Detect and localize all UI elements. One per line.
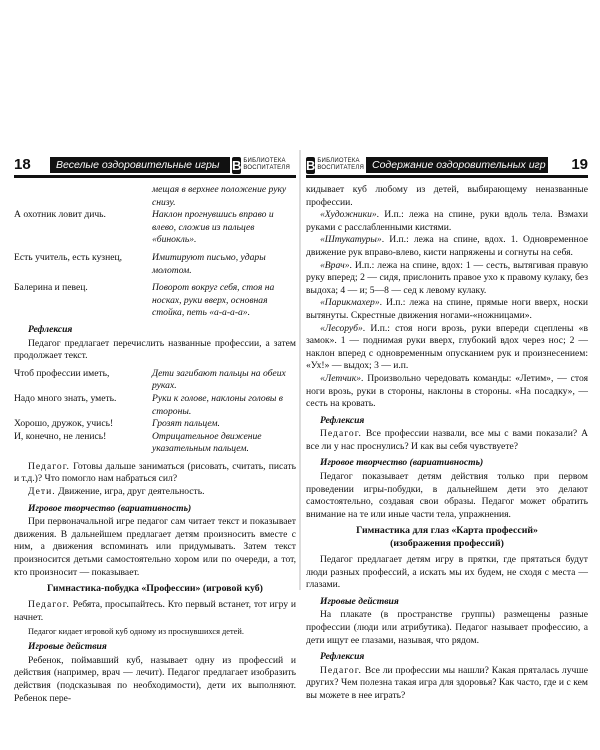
running-title: Веселые оздоровительные игры xyxy=(50,157,230,173)
dialogue-teacher: Педагог. Ребята, просыпайтесь. Кто первый встанет, тот игру и начнет. xyxy=(14,599,296,623)
section-title: Гимнастика для глаз «Карта профессий» (изображения профессий) xyxy=(356,525,538,550)
section-heading: Игровое творчество (вариативность) xyxy=(28,502,192,514)
verse-block-1 xyxy=(14,209,296,320)
section-heading: Рефлексия xyxy=(320,651,365,663)
continued-action: мещая в верхнее положение руку снизу. xyxy=(152,184,287,208)
series-logo xyxy=(232,156,290,174)
gutter xyxy=(299,150,301,590)
exercise-item: «Художники». И.п.: лежа на спине, руки вдоль тела. Взмахи руками с расслабленными кистями. xyxy=(306,209,588,233)
right-page-header xyxy=(306,155,588,178)
verse-line: Надо много знать, уметь. Руки к голове, наклоны головы в стороны. xyxy=(14,392,283,417)
exercise-item: «Штукатуры». И.п.: лежа на спине, вдох. 1. Одновременное движение рук вправо-влево, кисти напряжены и согнуты на себя. xyxy=(306,234,588,258)
verse-line: Хорошо, дружок, учись! Грозят пальцем. xyxy=(14,418,220,430)
logo-letter: В xyxy=(232,157,242,173)
verse-line: И, конечно, не ленись! Отрицательное движение указательным пальцем. xyxy=(14,430,262,455)
page-number: 18 xyxy=(14,156,31,173)
verse-line: Балерина и певец. Поворот вокруг себя, стоя на носках, руки вверх, основная стойка, петь «а-а-а-а». xyxy=(14,282,275,319)
paragraph: При первоначальной игре педагог сам читает текст и показывает движения. В дальнейшем предлагает детям произносить вместе с ним, а движения вспоминать или придумывать. Затем текст произносится детьми самостоятельно хором или по очереди, а тот, кто произносит — показывает. xyxy=(14,516,296,578)
verse-line: А охотник ловит дичь. Наклон прогнувшись вправо и влево, сложив из пальцев «бинокль». xyxy=(14,209,274,246)
exercise-item: «Парикмахер». И.п.: лежа на спине, прямые ноги вверх, носки вытянуты. Скрестные движения ногами-«ножницами». xyxy=(306,297,588,321)
paragraph: Педагог показывает детям действия только при первом проведении игры-побудки, в дальнейшем дети это делают самостоятельно, создавая свои образы. Педагог может обратить внимание на те или иные части тела, упражнения. xyxy=(306,471,588,520)
dialogue-teacher: Педагог. Все профессии назвали, все мы с вами показали? А все ли у нас проснулись? И как вы себя чувствуете? xyxy=(306,428,588,452)
note: Педагог кидает игровой куб одному из проснувшихся детей. xyxy=(28,627,244,637)
section-heading: Игровое творчество (вариативность) xyxy=(320,457,484,469)
logo-letter: В xyxy=(306,157,316,173)
running-title: Содержание оздоровительных игр xyxy=(366,157,548,173)
dialogue-teacher: Педагог. Все ли профессии мы нашли? Какая пряталась лучше других? Чем полезна такая игра для здоровья? Как часто, где и с кем вы можете в нее играть? xyxy=(306,664,588,701)
paragraph: На плакате (в пространстве группы) размещены разные профессии (люди или атрибутика). Педагог называет профессию, а дети ищут ее глазами, называя, что рядом. xyxy=(306,609,588,646)
exercise-item: «Летчик». Произвольно чередовать команды: «Летим», — стоя ноги врозь, руки в стороны, наклоны в стороны. «На посадку», — сесть на кровать. xyxy=(306,372,588,410)
paragraph: Ребенок, поймавший куб, называет одну из профессий и действия (например, врач — лечит). Педагог предлагает изобразить действия (подсказывая по необходимости), дети их выполняют. Ребенок пере- xyxy=(14,654,296,704)
paragraph: кидывает куб любому из детей, выбирающему неназванные профессии. xyxy=(306,184,588,208)
dialogue-teacher: Педагог. Готовы дальше заниматься (рисовать, считать, писать и т.д.)? Что помогло нам набраться сил? xyxy=(14,460,296,485)
verse-line: Чтоб профессии иметь, Дети загибают пальцы на обеих руках. xyxy=(14,367,286,392)
exercise-item: «Врач». И.п.: лежа на спине, вдох: 1 — сесть, вытягивая правую руку вперед; 2 — сидя, прислонить правое ухо к правому кулаку, без выдоха; 4 — и; 5—8 — сед к левому кулаку. xyxy=(306,259,588,296)
left-page xyxy=(14,155,296,705)
exercise-item: «Лесоруб». И.п.: стоя ноги врозь, руки впереди сцеплены «в замок». 1 — поднимая руки вверх, глубокий вдох через нос; 2 — наклон вперед с одновременным опусканием рук и произнесением: «Ух!» — выдох; 3 — и.п. xyxy=(306,322,588,372)
right-page xyxy=(306,155,588,703)
verse-line: Есть учитель, есть кузнец, Имитируют письмо, удары молотом. xyxy=(14,251,266,276)
paragraph: Педагог предлагает перечислить названные профессии, а затем продолжает текст. xyxy=(14,337,296,362)
section-heading: Игровые действия xyxy=(320,595,399,607)
verse-block-2 xyxy=(14,368,296,456)
section-title: Гимнастика-побудка «Профессии» (игровой куб) xyxy=(47,583,263,595)
series-logo xyxy=(306,156,364,174)
logo-text: БИБЛИОТЕКА ВОСПИТАТЕЛЯ xyxy=(243,158,290,171)
dialogue-children: Дети. Движение, игра, друг деятельность. xyxy=(28,486,205,498)
left-page-header xyxy=(14,155,296,178)
paragraph: Педагог предлагает детям игру в прятки, где прятаться будут люди разных профессий, а искать мы их будем, не сходя с места — глазами. xyxy=(306,554,588,591)
section-heading: Игровые действия xyxy=(28,641,107,653)
section-heading: Рефлексия xyxy=(28,323,73,335)
page-number: 19 xyxy=(571,156,588,173)
logo-text: БИБЛИОТЕКА ВОСПИТАТЕЛЯ xyxy=(317,158,364,171)
section-heading: Рефлексия xyxy=(320,414,365,426)
